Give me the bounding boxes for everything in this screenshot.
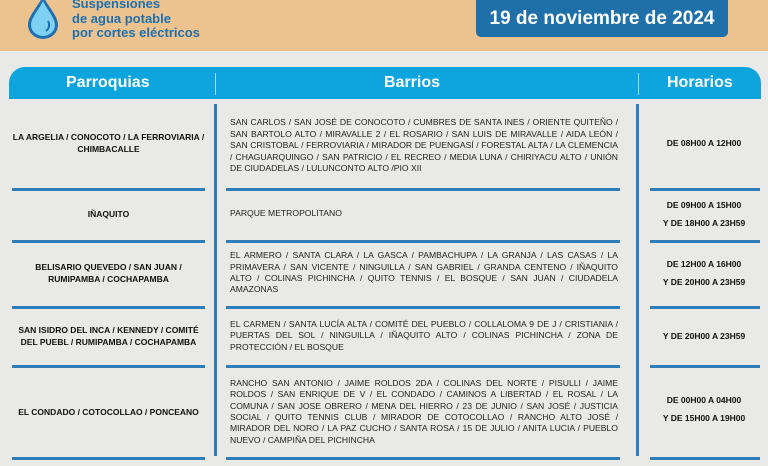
row-divider: [226, 457, 620, 460]
column-header-barrios: Barrios: [384, 74, 441, 91]
subtitle: [72, 0, 200, 41]
row-divider: [650, 240, 760, 243]
horarios-cell: [645, 369, 763, 449]
barrios-cell: RANCHO SAN ANTONIO / JAIME ROLDOS 2DA / COLINAS DEL NORTE / PISULLI / JAIME ROLDOS / SAN ENRIQUE DE V / EL CONDADO / CAMINOS A LIBERTAD / EL ROSAL / LA COMUNA / SAN JOSE OBRERO / MENA DEL HIERRO / 23 DE JUNIO / SAN JOSÉ / JUSTICIA SOCIAL / QUITO TENNIS CLUB / MIRADOR DE COTOCOLLAO / RANCHO ALTO JOSÉ / MIRADOR DEL NORO / LA PAZ CUCHO / SANTA ROSA / 15 DE JULIO / ANITA LUCIA / PUEBLO NUEVO / CAMPIÑA DEL PICHINCHA: [230, 377, 618, 445]
barrios-cell: SAN CARLOS / SAN JOSÉ DE CONOCOTO / CUMBRES DE SANTA INES / ORIENTE QUITEÑO / SAN BARTOLO ALTO / MIRAVALLE 2 / EL ROSARIO / SAN LUIS DE MIRAVALLE / AIDA LEÓN / SAN CRISTOBAL / FERROVIARIA / MIRADOR DE PUENGASÍ / FORESTAL ALTA / LA CLEMENCIA / CHAGUARQUINGO / SAN PATRICIO / EL RECREO / MEDIA LUNA / CHIRIYACU ALTO / UNIÓN DE CIUDADELAS / LULUNCONTO ALTO /PIO XII: [230, 117, 618, 174]
subtitle-line: por cortes eléctricos: [72, 25, 200, 40]
parroquias-cell: SAN ISIDRO DEL INCA / KENNEDY / COMITÉ DEL PUEBL / RUMIPAMBA / COCHAPAMBA: [18, 325, 199, 347]
horarios-cell: [645, 104, 763, 182]
row-divider: [650, 457, 760, 460]
horarios-cell: [645, 310, 763, 362]
column-divider: [214, 104, 217, 456]
parroquias-cell: LA ARGELIA / CONOCOTO / LA FERROVIARIA / CHIMBACALLE: [12, 132, 205, 154]
row-divider: [12, 365, 205, 368]
horario-line: Y DE 20H00 A 23H59: [662, 277, 746, 287]
horarios-cell: [645, 192, 763, 236]
row-divider: [226, 306, 620, 309]
barrios-cell: PARQUE METROPOLITANO: [230, 208, 342, 219]
horario-line: Y DE 15H00 A 19H00: [662, 413, 746, 423]
parroquias-cell: IÑAQUITO: [87, 209, 130, 219]
row-divider: [12, 306, 205, 309]
row-divider: [12, 188, 205, 191]
horario-line: Y DE 20H00 A 23H59: [662, 331, 746, 341]
row-divider: [12, 240, 205, 243]
row-divider: [650, 306, 760, 309]
horario-line: DE 12H00 A 16H00: [666, 259, 742, 269]
barrios-cell: EL CARMEN / SANTA LUCÍA ALTA / COMITÉ DEL PUEBLO / COLLALOMA 9 DE J / CRISTIANIA / PUERTAS DEL SOL / NINGUILLA / IÑAQUITO ALTO / COLINAS PICHINCHA / ZONA DE PROTECCIÓN / EL BOSQUE: [230, 318, 618, 352]
date-badge: 19 de noviembre de 2024: [476, 0, 728, 37]
column-header-parroquias: Parroquias: [66, 74, 150, 91]
row-divider: [226, 240, 620, 243]
row-divider: [650, 365, 760, 368]
row-divider: [12, 457, 205, 460]
horarios-cell: [645, 244, 763, 302]
horario-line: DE 09H00 A 15H00: [666, 200, 742, 210]
parroquias-cell: EL CONDADO / COTOCOLLAO / PONCEANO: [18, 407, 199, 417]
column-header-horarios: Horarios: [667, 74, 733, 91]
water-drop-icon: [24, 0, 62, 40]
row-divider: [226, 188, 620, 191]
table-header: [9, 67, 761, 99]
column-divider: [636, 104, 639, 456]
parroquias-cell: BELISARIO QUEVEDO / SAN JUAN / RUMIPAMBA / COCHAPAMBA: [35, 262, 182, 284]
barrios-cell: EL ARMERO / SANTA CLARA / LA GASCA / PAMBACHUPA / LA GRANJA / LAS CASAS / LA PRIMAVERA / SAN VICENTE / NINGUILLA / SAN GABRIEL / GRANDA CENTENO / IÑAQUITO ALTO / COLINAS PICHINCHA / QUITO TENNIS / EL BOSQUE / SAN JUAN / CIUDADELA AMAZONAS: [230, 250, 618, 295]
row-divider: [226, 365, 620, 368]
subtitle-line: Suspensiones: [72, 0, 161, 11]
header-divider: [215, 73, 216, 95]
horario-line: Y DE 18H00 A 23H59: [662, 218, 746, 228]
subtitle-line: de agua potable: [72, 10, 171, 26]
horario-line: DE 08H00 A 12H00: [666, 138, 742, 148]
row-divider: [650, 188, 760, 191]
horario-line: DE 00H00 A 04H00: [666, 395, 742, 405]
header-divider: [638, 73, 639, 95]
